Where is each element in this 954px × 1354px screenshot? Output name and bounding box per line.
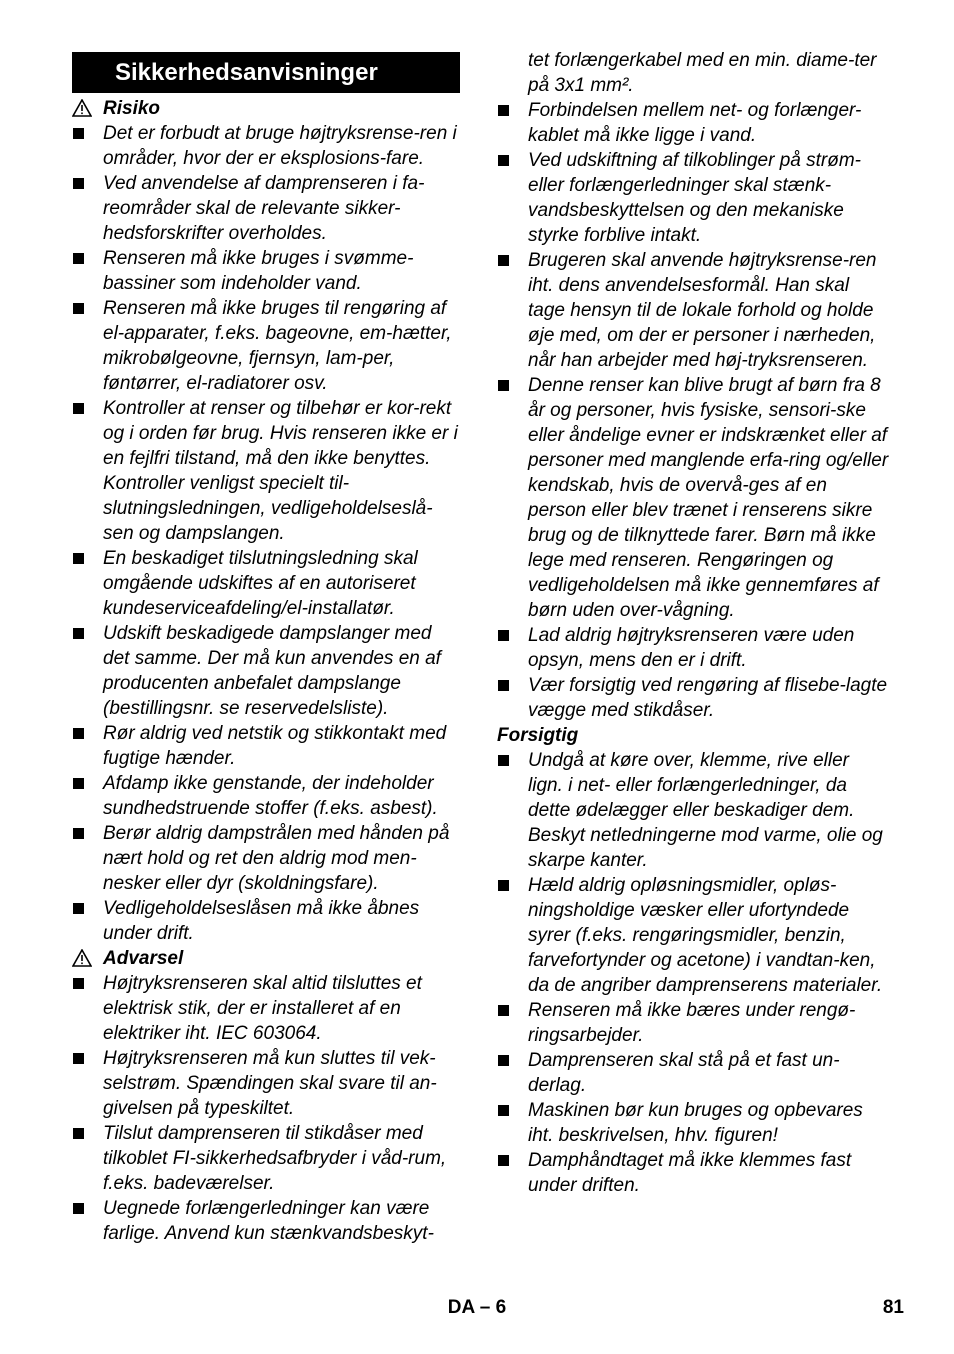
list-item: En beskadiget tilslutningsledning skal omgående udskiftes af en autoriseret kundeserviceafdeling/el-installatør.	[72, 546, 460, 621]
bullet-icon	[498, 1155, 509, 1166]
bullet-icon	[498, 255, 509, 266]
list-item: Damprenseren skal stå på et fast un-derlag.	[497, 1048, 889, 1098]
list-item: Forbindelsen mellem net- og forlænger-kablet må ikke ligge i vand.	[497, 98, 889, 148]
right-column	[497, 48, 889, 1198]
bullet-icon	[73, 903, 84, 914]
list-item: Damphåndtaget må ikke klemmes fast under driften.	[497, 1148, 889, 1198]
list-item: Maskinen bør kun bruges og opbevares iht. beskrivelsen, hhv. figuren!	[497, 1098, 889, 1148]
risiko-list	[72, 121, 460, 946]
list-item: Ved anvendelse af damprenseren i fa-reområder skal de relevante sikker-hedsforskrifter overholdes.	[72, 171, 460, 246]
bullet-icon	[498, 1105, 509, 1116]
bullet-icon	[73, 128, 84, 139]
list-item: Højtryksrenseren skal altid tilsluttes et elektrisk stik, der er installeret af en elektriker iht. IEC 603064.	[72, 971, 460, 1046]
bullet-icon	[498, 630, 509, 641]
bullet-icon	[498, 1005, 509, 1016]
bullet-icon	[498, 155, 509, 166]
risiko-heading: Risiko	[72, 96, 460, 121]
bullet-icon	[73, 403, 84, 414]
warning-icon	[72, 949, 92, 967]
bullet-icon	[73, 253, 84, 264]
list-item: Rør aldrig ved netstik og stikkontakt med fugtige hænder.	[72, 721, 460, 771]
forsigtig-list	[497, 748, 889, 1198]
page-number: 81	[882, 1297, 904, 1318]
bullet-icon	[498, 1055, 509, 1066]
list-item: Renseren må ikke bruges til rengøring af el-apparater, f.eks. bageovne, em-hætter, mikrobølgeovne, fjernsyn, lam-per, føntørrer, el-radiatorer osv.	[72, 296, 460, 396]
list-item: Uegnede forlængerledninger kan være farlige. Anvend kun stænkvandsbeskyt-	[72, 1196, 460, 1246]
bullet-icon	[73, 728, 84, 739]
footer-section-label: DA – 6	[447, 1297, 507, 1318]
bullet-icon	[73, 178, 84, 189]
bullet-icon	[73, 628, 84, 639]
bullet-icon	[498, 105, 509, 116]
list-item: Berør aldrig dampstrålen med hånden på nært hold og ret den aldrig mod men-nesker eller dyr (skoldningsfare).	[72, 821, 460, 896]
list-item: Afdamp ikke genstande, der indeholder sundhedstruende stoffer (f.eks. asbest).	[72, 771, 460, 821]
list-item: Renseren må ikke bæres under rengø-ringsarbejder.	[497, 998, 889, 1048]
bullet-icon	[498, 380, 509, 391]
advarsel-list	[72, 971, 460, 1246]
list-item: Vær forsigtig ved rengøring af flisebe-lagte vægge med stikdåser.	[497, 673, 889, 723]
list-item: Tilslut damprenseren til stikdåser med tilkoblet FI-sikkerhedsafbryder i våd-rum, f.eks. badeværelser.	[72, 1121, 460, 1196]
advarsel-list-continued	[497, 48, 889, 723]
list-item: Kontroller at renser og tilbehør er kor-rekt og i orden før brug. Hvis renseren ikke er i en fejlfri tilstand, må den ikke benyttes. Kontroller venligst specielt til-slutningsledningen, vedligeholdelseslå-sen og dampslangen.	[72, 396, 460, 546]
list-item: Denne renser kan blive brugt af børn fra 8 år og personer, hvis fysiske, sensori-ske eller åndelige evner er indskrænket eller af personer med manglende erfa-ring og/eller kendskab, hvis de overvå-ges af en person eller blev trænet i renserens sikre brug og de tilknyttede farer. Børn må ikke lege med renseren. Rengøringen og vedligeholdelsen må ikke gennemføres af børn uden over-vågning.	[497, 373, 889, 623]
bullet-icon	[73, 1053, 84, 1064]
forsigtig-heading: Forsigtig	[497, 725, 579, 746]
list-item: Udskift beskadigede dampslanger med det samme. Der må kun anvendes en af producenten anbefalet dampslange (bestillingsnr. se reservedelsliste).	[72, 621, 460, 721]
list-item: Ved udskiftning af tilkoblinger på strøm-eller forlængerledninger skal stænk-vandsbeskyttelsen og den mekaniske styrke forblive intakt.	[497, 148, 889, 248]
bullet-icon	[498, 680, 509, 691]
bullet-icon	[73, 978, 84, 989]
list-item: Brugeren skal anvende højtryksrense-ren iht. dens anvendelsesformål. Han skal tage hensyn til de lokale forhold og holde øje med, om der er personer i nærheden, når han arbejder med høj-tryksrenseren.	[497, 248, 889, 373]
list-item: Højtryksrenseren må kun sluttes til vek-selstrøm. Spændingen skal svare til an-givelsen på typeskiltet.	[72, 1046, 460, 1121]
list-item-continuation: tet forlængerkabel med en min. diame-ter på 3x1 mm².	[528, 50, 877, 96]
list-item: Det er forbudt at bruge højtryksrense-ren i områder, hvor der er eksplosions-fare.	[72, 121, 460, 171]
advarsel-heading: Advarsel	[72, 946, 460, 971]
bullet-icon	[73, 778, 84, 789]
bullet-icon	[498, 880, 509, 891]
bullet-icon	[73, 553, 84, 564]
list-item: Renseren må ikke bruges i svømme-bassiner som indeholder vand.	[72, 246, 460, 296]
list-item: Hæld aldrig opløsningsmidler, opløs-ningsholdige væsker eller ufortyndede syrer (f.eks. rengøringsmidler, benzin, farvefortynder og acetone) i vandtan-ken, da de angriber damprenserens materialer.	[497, 873, 889, 998]
list-item: Vedligeholdelseslåsen må ikke åbnes under drift.	[72, 896, 460, 946]
list-item: Lad aldrig højtryksrenseren være uden opsyn, mens den er i drift.	[497, 623, 889, 673]
page-title: Sikkerhedsanvisninger	[72, 52, 460, 93]
bullet-icon	[498, 755, 509, 766]
bullet-icon	[73, 1128, 84, 1139]
bullet-icon	[73, 828, 84, 839]
bullet-icon	[73, 1203, 84, 1214]
warning-icon	[72, 99, 92, 117]
bullet-icon	[73, 303, 84, 314]
list-item: Undgå at køre over, klemme, rive eller lign. i net- eller forlængerledninger, da dette ødelægger eller beskadiger dem. Beskyt netledningerne mod varme, olie og skarpe kanter.	[497, 748, 889, 873]
left-column	[72, 48, 460, 1246]
